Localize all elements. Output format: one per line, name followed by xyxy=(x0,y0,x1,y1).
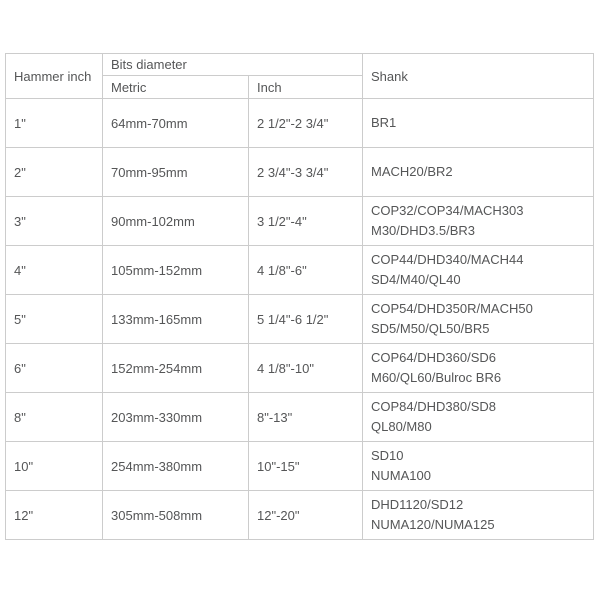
cell-shank xyxy=(363,393,594,442)
table-row xyxy=(6,197,594,246)
shank-line: DHD1120/SD12 xyxy=(371,497,464,512)
cell-inch: 4 1/8"-10" xyxy=(249,344,363,393)
cell-inch: 2 1/2"-2 3/4" xyxy=(249,99,363,148)
cell-metric: 90mm-102mm xyxy=(103,197,249,246)
cell-shank xyxy=(363,197,594,246)
table-row xyxy=(6,148,594,197)
cell-metric: 64mm-70mm xyxy=(103,99,249,148)
table-row xyxy=(6,99,594,148)
cell-inch: 8"-13" xyxy=(249,393,363,442)
cell-hammer: 12" xyxy=(6,491,103,540)
table-row xyxy=(6,442,594,491)
shank-line: MACH20/BR2 xyxy=(371,164,453,179)
shank-line: BR1 xyxy=(371,115,397,130)
shank-line: NUMA100 xyxy=(371,468,431,483)
cell-inch: 10"-15" xyxy=(249,442,363,491)
table-row xyxy=(6,344,594,393)
cell-shank xyxy=(363,295,594,344)
cell-metric: 203mm-330mm xyxy=(103,393,249,442)
cell-inch: 3 1/2"-4" xyxy=(249,197,363,246)
cell-inch: 5 1/4"-6 1/2" xyxy=(249,295,363,344)
shank-line: SD5/M50/QL50/BR5 xyxy=(371,321,490,336)
shank-line: NUMA120/NUMA125 xyxy=(371,517,495,532)
cell-metric: 133mm-165mm xyxy=(103,295,249,344)
shank-line: M30/DHD3.5/BR3 xyxy=(371,223,476,238)
cell-metric: 254mm-380mm xyxy=(103,442,249,491)
table-row xyxy=(6,246,594,295)
header-row-top xyxy=(6,54,594,76)
cell-metric: 105mm-152mm xyxy=(103,246,249,295)
cell-hammer: 5" xyxy=(6,295,103,344)
cell-shank xyxy=(363,491,594,540)
table-row xyxy=(6,295,594,344)
cell-hammer: 3" xyxy=(6,197,103,246)
cell-metric: 152mm-254mm xyxy=(103,344,249,393)
shank-line: COP64/DHD360/SD6 xyxy=(371,350,496,365)
cell-shank xyxy=(363,246,594,295)
cell-hammer: 1" xyxy=(6,99,103,148)
shank-line: COP84/DHD380/SD8 xyxy=(371,399,496,414)
cell-inch: 4 1/8"-6" xyxy=(249,246,363,295)
shank-line: COP54/DHD350R/MACH50 xyxy=(371,301,533,316)
cell-inch: 12"-20" xyxy=(249,491,363,540)
cell-hammer: 8" xyxy=(6,393,103,442)
cell-metric: 305mm-508mm xyxy=(103,491,249,540)
shank-line: SD10 xyxy=(371,448,404,463)
shank-line: COP32/COP34/MACH303 xyxy=(371,203,524,218)
header-hammer-inch: Hammer inch xyxy=(6,54,103,99)
shank-line: M60/QL60/Bulroc BR6 xyxy=(371,370,502,385)
cell-hammer: 2" xyxy=(6,148,103,197)
table-row xyxy=(6,393,594,442)
cell-hammer: 6" xyxy=(6,344,103,393)
cell-hammer: 4" xyxy=(6,246,103,295)
cell-shank xyxy=(363,442,594,491)
header-bits-diameter: Bits diameter xyxy=(103,54,363,76)
shank-line: QL80/M80 xyxy=(371,419,432,434)
cell-shank xyxy=(363,344,594,393)
table-row xyxy=(6,491,594,540)
shank-line: COP44/DHD340/MACH44 xyxy=(371,252,524,267)
header-metric: Metric xyxy=(103,76,249,99)
cell-hammer: 10" xyxy=(6,442,103,491)
cell-metric: 70mm-95mm xyxy=(103,148,249,197)
cell-shank xyxy=(363,99,594,148)
header-shank: Shank xyxy=(363,54,594,99)
header-inch: Inch xyxy=(249,76,363,99)
cell-inch: 2 3/4"-3 3/4" xyxy=(249,148,363,197)
cell-shank xyxy=(363,148,594,197)
hammer-bits-spec-table xyxy=(5,53,594,540)
shank-line: SD4/M40/QL40 xyxy=(371,272,461,287)
